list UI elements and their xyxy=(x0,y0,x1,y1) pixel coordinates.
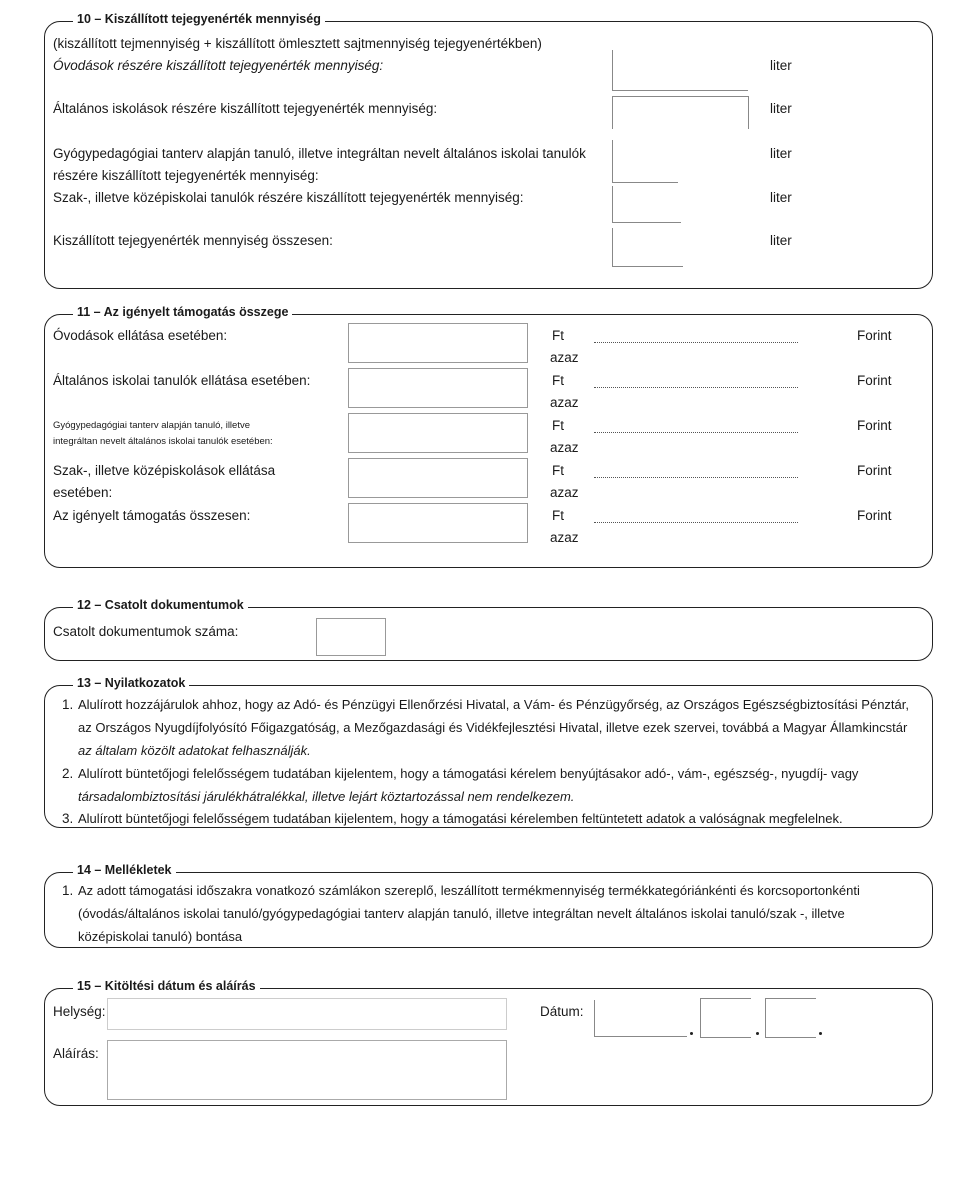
s15-date-day[interactable] xyxy=(765,998,816,1038)
s13-item1-l3: az általam közölt adatokat felhasználják. xyxy=(78,743,311,758)
s13-item2-l2: társadalombiztosítási járulékhátralékkal, illetve lejárt köztartozással nem rendelkezem. xyxy=(78,789,575,804)
s10-row3-label2: részére kiszállított tejegyenérték mennyiség: xyxy=(53,168,319,183)
s11-row3-forint: Forint xyxy=(857,418,892,433)
s11-row5-label: Az igényelt támogatás összesen: xyxy=(53,508,251,523)
s13-item2-num: 2. xyxy=(62,766,74,781)
s15-sign-label: Aláírás: xyxy=(53,1046,99,1061)
section-12-legend: 12 – Csatolt dokumentumok xyxy=(73,598,248,612)
s13-item3-num: 3. xyxy=(62,811,74,826)
s11-row2-words[interactable] xyxy=(594,386,798,388)
s11-row5-forint: Forint xyxy=(857,508,892,523)
s15-sign-field[interactable] xyxy=(107,1040,507,1100)
s10-row2-field[interactable] xyxy=(612,96,749,129)
s15-date-sep3 xyxy=(819,1032,822,1035)
s11-row2-label: Általános iskolai tanulók ellátása esetében: xyxy=(53,373,311,388)
s11-row3-words[interactable] xyxy=(594,431,798,433)
s11-row1-ft: Ft xyxy=(552,328,564,343)
s11-row3-field[interactable] xyxy=(348,413,528,453)
s13-item1-l1: Alulírott hozzájárulok ahhoz, hogy az Adó- és Pénzügyi Ellenőrzési Hivatal, a Vám- és Pénzügyőrség, az Országos Egészségbiztosítási Pénztár, xyxy=(78,697,909,712)
s11-row5-field[interactable] xyxy=(348,503,528,543)
s10-row3-unit: liter xyxy=(770,146,792,161)
s15-place-field[interactable] xyxy=(107,998,507,1030)
s11-row3-ft: Ft xyxy=(552,418,564,433)
s15-date-sep1 xyxy=(690,1032,693,1035)
s10-subtitle: (kiszállított tejmennyiség + kiszállított ömlesztett sajtmennyiség tejegyenértékben) xyxy=(53,36,542,51)
s11-row5-ft: Ft xyxy=(552,508,564,523)
s10-row1-label: Óvodások részére kiszállított tejegyenérték mennyiség: xyxy=(53,58,384,73)
s11-row4-ft: Ft xyxy=(552,463,564,478)
s10-row3-field[interactable] xyxy=(612,140,678,183)
s15-date-year[interactable] xyxy=(594,1000,687,1037)
s11-row2-forint: Forint xyxy=(857,373,892,388)
s14-num: 1. xyxy=(62,883,74,898)
s15-date-sep2 xyxy=(756,1032,759,1035)
s12-label: Csatolt dokumentumok száma: xyxy=(53,624,239,639)
s11-row1-label: Óvodások ellátása esetében: xyxy=(53,328,228,343)
s11-row4-label: Szak-, illetve középiskolások ellátása xyxy=(53,463,276,478)
s11-row1-field[interactable] xyxy=(348,323,528,363)
s11-row3-azaz: azaz xyxy=(550,440,579,455)
s11-row1-azaz: azaz xyxy=(550,350,579,365)
s10-row3-label: Gyógypedagógiai tanterv alapján tanuló, illetve integráltan nevelt általános iskolai tanulók xyxy=(53,146,586,161)
s11-row3-label: Gyógypedagógiai tanterv alapján tanuló, illetve xyxy=(53,420,250,431)
s10-row4-unit: liter xyxy=(770,190,792,205)
s11-row5-azaz: azaz xyxy=(550,530,579,545)
s13-item2-l1: Alulírott büntetőjogi felelősségem tudatában kijelentem, hogy a támogatási kérelem benyújtásakor adó-, vám-, egészség-, nyugdíj- vagy xyxy=(78,766,859,781)
section-13-legend: 13 – Nyilatkozatok xyxy=(73,676,189,690)
section-15-legend: 15 – Kitöltési dátum és aláírás xyxy=(73,979,260,993)
s10-row4-field[interactable] xyxy=(612,186,681,223)
s15-date-label: Dátum: xyxy=(540,1004,584,1019)
s15-place-label: Helység: xyxy=(53,1004,106,1019)
s14-l3: középiskolai tanuló) bontása xyxy=(78,929,243,944)
s13-item3-l1: Alulírott büntetőjogi felelősségem tudatában kijelentem, hogy a támogatási kérelemben feltüntetett adatok a valóságnak megfelelnek. xyxy=(78,811,843,826)
s12-count-field[interactable] xyxy=(316,618,386,656)
s11-row4-field[interactable] xyxy=(348,458,528,498)
section-10-legend: 10 – Kiszállított tejegyenérték mennyiség xyxy=(73,12,325,26)
s14-l2: (óvodás/általános iskolai tanuló/gyógypedagógiai tanterv alapján tanuló, illetve integráltan nevelt általános iskolai tanuló/szak -, illetve xyxy=(78,906,845,921)
s13-item1-l2: az Országos Nyugdíjfolyósító Főigazgatóság, a Mezőgazdasági és Vidékfejlesztési Hivatal, illetve ezek szervei, továbbá a Magyar Államkincstár xyxy=(78,720,908,735)
s10-row5-field[interactable] xyxy=(612,228,683,267)
s11-row2-azaz: azaz xyxy=(550,395,579,410)
s10-row2-unit: liter xyxy=(770,101,792,116)
section-14-legend: 14 – Mellékletek xyxy=(73,863,176,877)
s11-row4-words[interactable] xyxy=(594,476,798,478)
s11-row5-words[interactable] xyxy=(594,521,798,523)
s15-date-month[interactable] xyxy=(700,998,751,1038)
s10-row1-field[interactable] xyxy=(612,50,748,91)
s10-row5-label: Kiszállított tejegyenérték mennyiség összesen: xyxy=(53,233,333,248)
s10-row2-label: Általános iskolások részére kiszállított tejegyenérték mennyiség: xyxy=(53,101,438,116)
s11-row4-label2: esetében: xyxy=(53,485,113,500)
s11-row2-ft: Ft xyxy=(552,373,564,388)
s10-row1-unit: liter xyxy=(770,58,792,73)
s10-row5-unit: liter xyxy=(770,233,792,248)
s11-row3-label2: integráltan nevelt általános iskolai tanulók esetében: xyxy=(53,436,273,447)
section-11-legend: 11 – Az igényelt támogatás összege xyxy=(73,305,292,319)
s14-l1: Az adott támogatási időszakra vonatkozó számlákon szereplő, leszállított termékmennyiség termékkategóriánkénti és korcsoportonkénti xyxy=(78,883,860,898)
s13-item1-num: 1. xyxy=(62,697,74,712)
s11-row1-words[interactable] xyxy=(594,341,798,343)
s11-row4-azaz: azaz xyxy=(550,485,579,500)
s11-row1-forint: Forint xyxy=(857,328,892,343)
s11-row4-forint: Forint xyxy=(857,463,892,478)
s11-row2-field[interactable] xyxy=(348,368,528,408)
s10-row4-label: Szak-, illetve középiskolai tanulók részére kiszállított tejegyenérték mennyiség: xyxy=(53,190,524,205)
